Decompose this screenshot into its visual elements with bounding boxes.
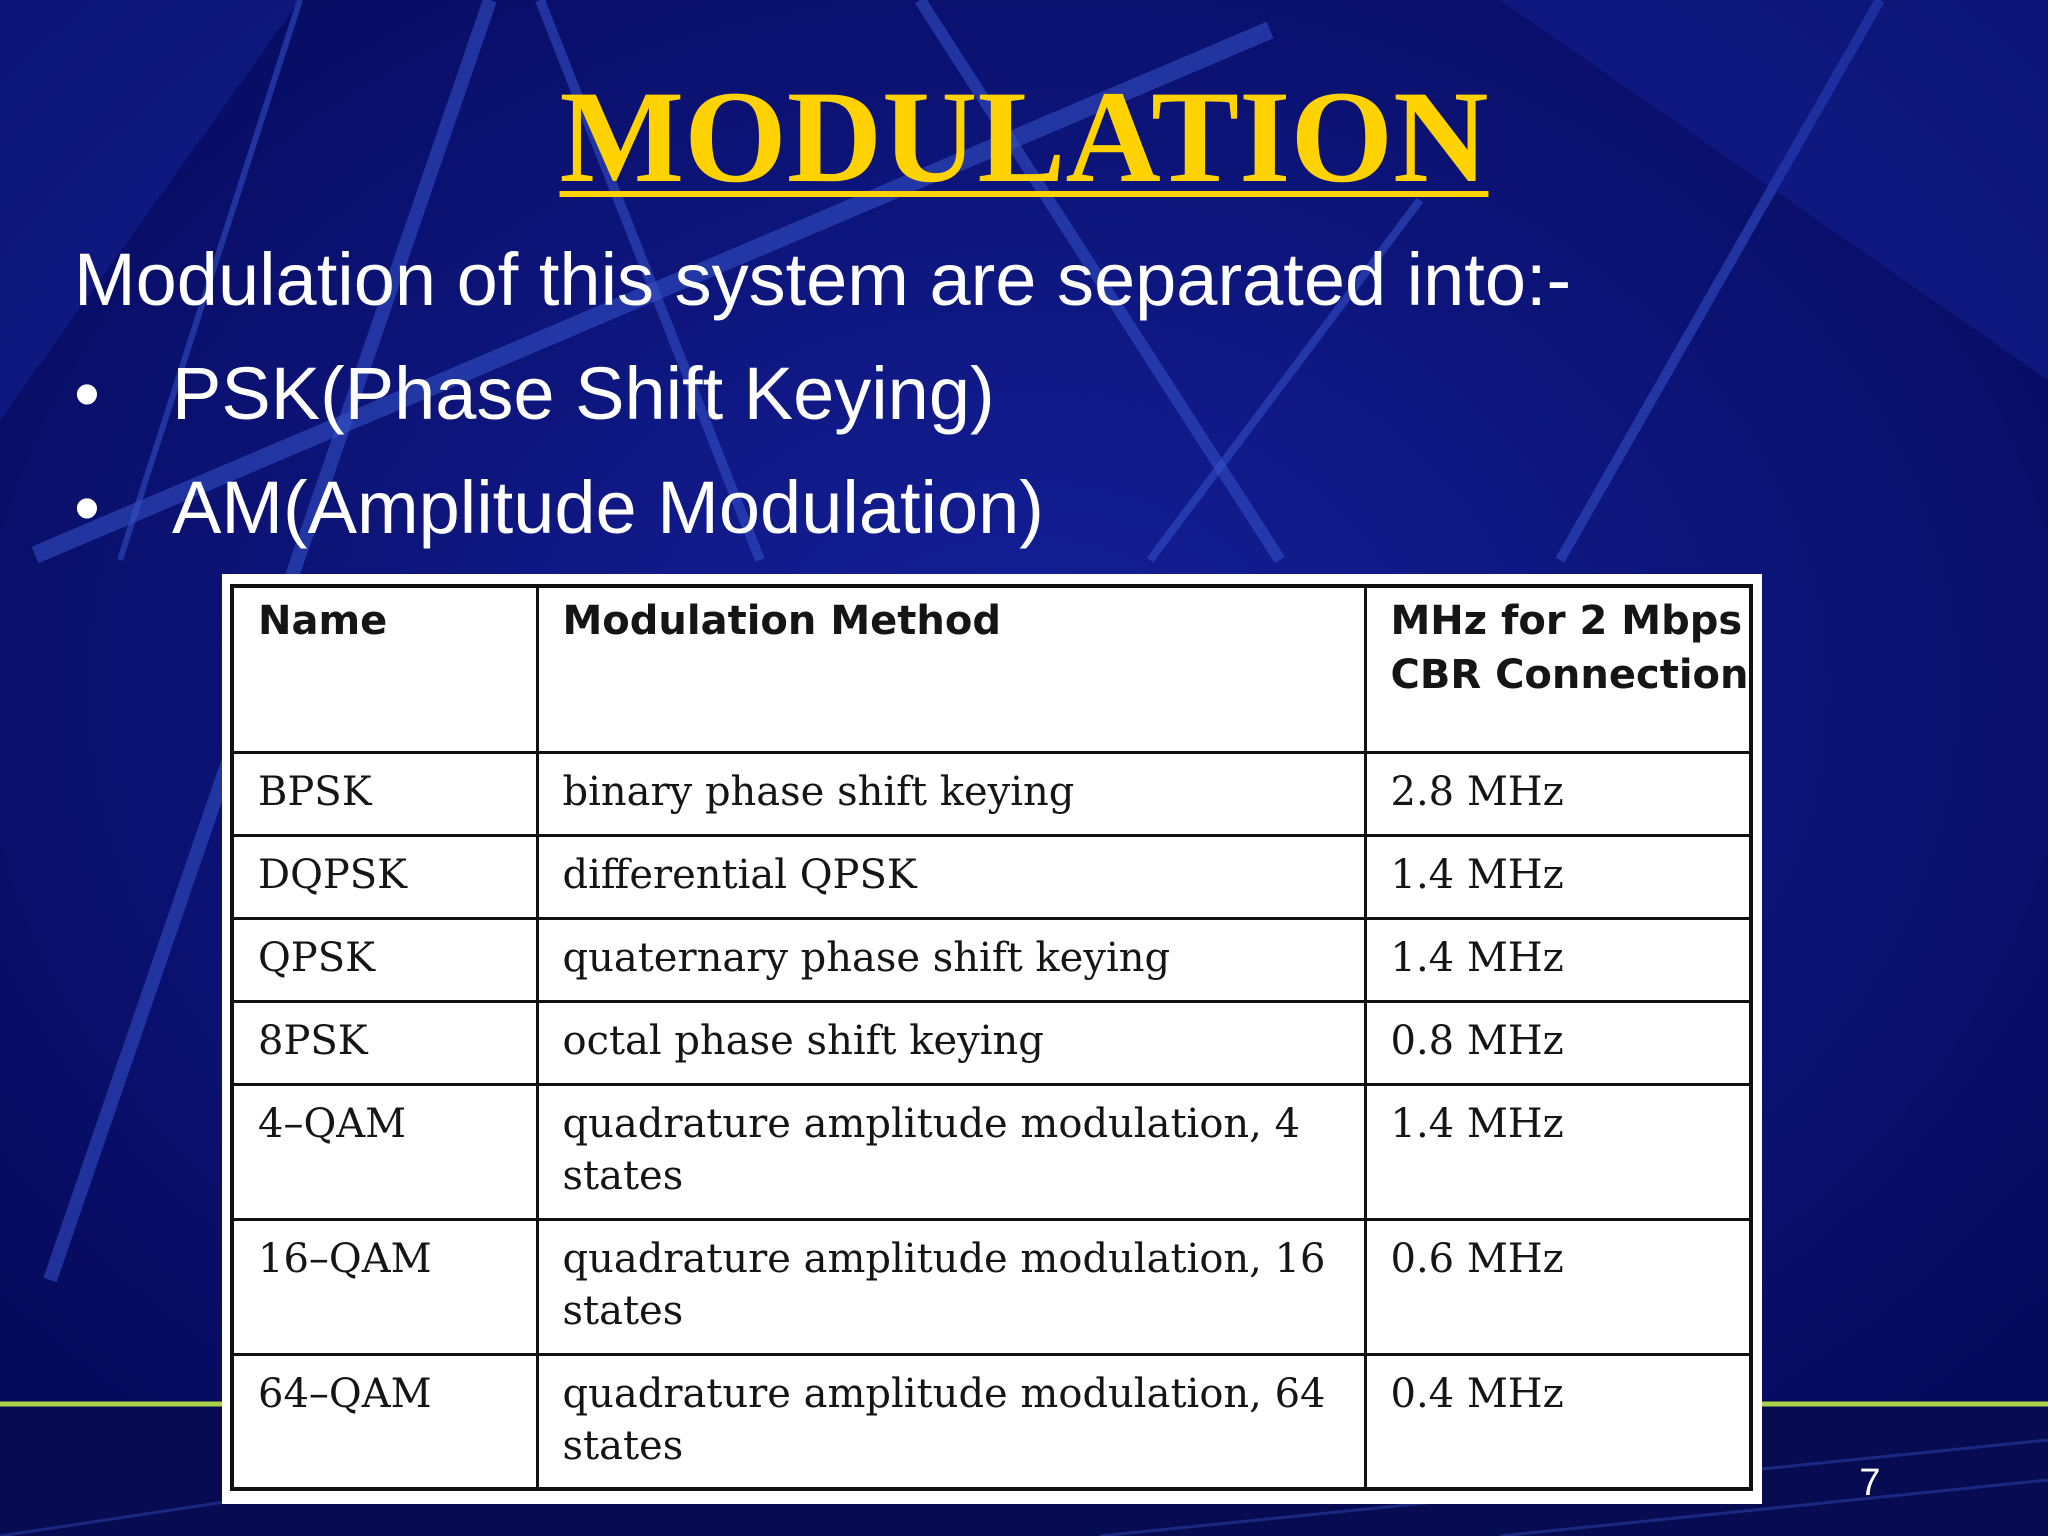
cell-mhz: 2.8 MHz <box>1365 752 1751 835</box>
intro-text: Modulation of this system are separated into:- <box>74 238 1572 321</box>
table-row <box>232 1354 1751 1489</box>
cell-method: quaternary phase shift keying <box>537 918 1365 1001</box>
slide-title <box>0 62 2048 212</box>
table-row <box>232 752 1751 835</box>
header-modulation-method: Modulation Method <box>537 586 1365 752</box>
bullet-text: AM(Amplitude Modulation) <box>172 466 1044 549</box>
bullet-marker: • <box>74 352 100 435</box>
header-name: Name <box>232 586 537 752</box>
table-row <box>232 835 1751 918</box>
cell-name: 4–QAM <box>232 1084 537 1219</box>
cell-name: DQPSK <box>232 835 537 918</box>
cell-mhz: 0.8 MHz <box>1365 1001 1751 1084</box>
header-mhz: MHz for 2 Mbps CBR Connection <box>1365 586 1751 752</box>
cell-name: QPSK <box>232 918 537 1001</box>
page-number: 7 <box>1859 1462 1881 1504</box>
table-row <box>232 918 1751 1001</box>
cell-mhz: 1.4 MHz <box>1365 835 1751 918</box>
cell-method: quadrature amplitude modulation, 64 states <box>537 1354 1365 1489</box>
table-header-row <box>232 586 1751 752</box>
table-row <box>232 1084 1751 1219</box>
table-row <box>232 1219 1751 1354</box>
cell-name: 64–QAM <box>232 1354 537 1489</box>
cell-mhz: 1.4 MHz <box>1365 918 1751 1001</box>
cell-method: binary phase shift keying <box>537 752 1365 835</box>
cell-name: BPSK <box>232 752 537 835</box>
slide-title-text: MODULATION <box>559 63 1489 210</box>
bullet-marker: • <box>74 466 100 549</box>
cell-mhz: 1.4 MHz <box>1365 1084 1751 1219</box>
cell-method: quadrature amplitude modulation, 4 states <box>537 1084 1365 1219</box>
cell-method: quadrature amplitude modulation, 16 states <box>537 1219 1365 1354</box>
cell-method: differential QPSK <box>537 835 1365 918</box>
modulation-table-panel <box>222 574 1762 1504</box>
cell-mhz: 0.4 MHz <box>1365 1354 1751 1489</box>
table-row <box>232 1001 1751 1084</box>
bullet-text: PSK(Phase Shift Keying) <box>172 352 995 435</box>
modulation-table <box>230 584 1753 1491</box>
cell-mhz: 0.6 MHz <box>1365 1219 1751 1354</box>
cell-name: 8PSK <box>232 1001 537 1084</box>
cell-method: octal phase shift keying <box>537 1001 1365 1084</box>
cell-name: 16–QAM <box>232 1219 537 1354</box>
